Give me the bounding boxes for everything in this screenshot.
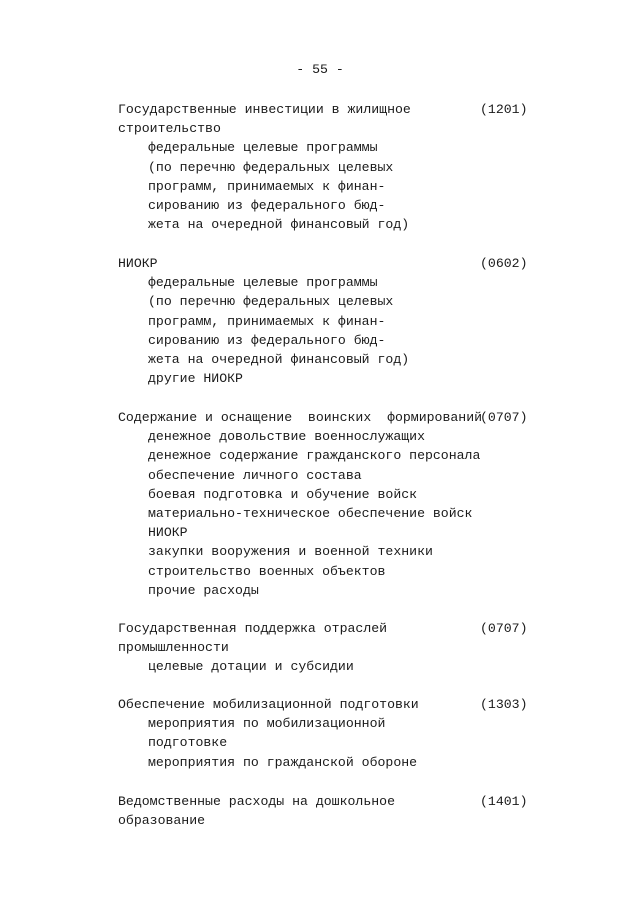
entry-item: боевая подготовка и обучение войск <box>148 486 418 502</box>
entry-item: жета на очередной финансовый год) <box>148 351 410 367</box>
entry-item: мероприятия по мобилизационной <box>148 716 386 732</box>
entry-item: закупки вооружения и военной техники <box>148 544 433 560</box>
entry-heading <box>118 254 528 273</box>
entry-heading <box>118 619 528 638</box>
entry-item: обеспечение личного состава <box>148 467 362 483</box>
entry-item: федеральные целевые программы <box>148 140 378 156</box>
entry-item: денежное содержание гражданского персонала <box>148 448 481 464</box>
entry-title-line: строительство <box>118 121 221 137</box>
entry-heading <box>118 100 528 119</box>
entry-heading <box>118 792 528 811</box>
entry-title-line: Ведомственные расходы на дошкольное <box>118 794 395 809</box>
entry-item: программ, принимаемых к финан- <box>148 313 386 329</box>
page-number: - 55 - <box>296 62 344 77</box>
entry-item: другие НИОКР <box>148 371 243 387</box>
entry-code: (1201) <box>480 102 528 117</box>
entry-title-line: промышленности <box>118 640 229 656</box>
entry-code: (1401) <box>480 794 528 809</box>
entry-title-line: Содержание и оснащение воинских формирований <box>118 410 483 425</box>
entry-item: (по перечню федеральных целевых <box>148 159 394 175</box>
entry-title-line: Государственная поддержка отраслей <box>118 621 388 636</box>
entry-item: строительство военных объектов <box>148 563 386 579</box>
entry-heading <box>118 695 528 714</box>
entry-item: сированию из федерального бюд- <box>148 332 386 348</box>
entry-item: сированию из федерального бюд- <box>148 197 386 213</box>
entry-item: программ, принимаемых к финан- <box>148 178 386 194</box>
entry-item: жета на очередной финансовый год) <box>148 217 410 233</box>
budget-entry-mobilization <box>118 695 528 772</box>
entry-title-line: образование <box>118 813 206 829</box>
entry-item: подготовке <box>148 735 228 751</box>
budget-entry-military-maintenance <box>118 408 528 600</box>
entry-item: целевые дотации и субсидии <box>148 659 354 675</box>
entry-item: материально-техническое обеспечение войск <box>148 505 473 521</box>
entry-item: (по перечню федеральных целевых <box>148 294 394 310</box>
entry-code: (0707) <box>480 621 528 636</box>
entry-code: (0602) <box>480 256 528 271</box>
budget-entry-industry-support <box>118 619 528 677</box>
entry-heading <box>118 408 528 427</box>
entry-item: прочие расходы <box>148 582 259 598</box>
budget-entry-housing-investment <box>118 100 528 234</box>
budget-entry-preschool-education <box>118 792 528 830</box>
entry-item: НИОКР <box>148 525 188 541</box>
entry-title-line: Обеспечение мобилизационной подготовки <box>118 697 419 712</box>
entry-title-line: НИОКР <box>118 256 158 271</box>
entry-item: денежное довольствие военнослужащих <box>148 429 425 445</box>
entry-item: федеральные целевые программы <box>148 275 378 291</box>
entry-item: мероприятия по гражданской обороне <box>148 754 418 770</box>
entry-title-line: Государственные инвестиции в жилищное <box>118 102 411 117</box>
entry-code: (0707) <box>480 410 528 425</box>
budget-entry-niokr <box>118 254 528 388</box>
entry-code: (1303) <box>480 697 528 712</box>
